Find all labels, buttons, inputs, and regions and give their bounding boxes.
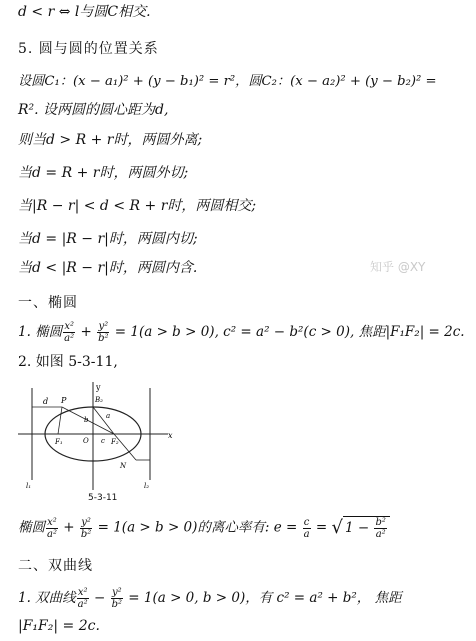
section-hyperbola-heading: 二、双曲线	[18, 558, 93, 574]
fig-label-a: a	[106, 412, 111, 420]
fig-label-B2: B₂	[95, 396, 103, 404]
fig-label-x: x	[168, 431, 173, 440]
fig-label-y: y	[96, 383, 101, 392]
line-eccentricity: 椭圆 $\frac{\text{x²}}{\text{a²}}$ + $\frac{\text{y²}}{\text{b²}}$ = 1(a > b > 0)的离心率有: e = $\frac{c}{a}$ = √ 1 − $\frac{\text{b²}}{\text{a²}}$	[18, 516, 390, 540]
fig-label-c: c	[101, 437, 105, 445]
fig-label-F2: F₂	[111, 438, 119, 446]
line-external-separate: 则当d > R + r时，两圆外离;	[18, 132, 203, 148]
line-hyperbola-focal-distance: |F₁F₂| = 2c.	[18, 618, 100, 634]
fig-label-N: N	[120, 462, 127, 470]
zhihu-watermark: 知乎 @XY	[370, 260, 426, 274]
line-circle-definitions: 设圆C₁：(x − a₁)² + (y − b₁)² = r²，圆C₂：(x − a₂)² + (y − b₂)² =	[18, 74, 437, 89]
fig-label-l1: l₁	[26, 482, 32, 490]
line-figure-reference: 2. 如图 5-3-11,	[18, 354, 118, 370]
line-ellipse-definition: 1. 椭圆 $\frac{\text{x²}}{\text{a²}}$ + $\frac{\text{y²}}{\text{b²}}$ = 1(a > b > 0), c² = a² − b²(c > 0), 焦距|F₁F₂| = 2c.	[18, 321, 465, 344]
fig-label-l2: l₂	[144, 482, 150, 490]
ellipse-figure	[18, 382, 178, 494]
fig-label-b: b	[84, 416, 89, 424]
fig-label-P: P	[61, 396, 67, 405]
line-internal-tangent: 当d = |R − r|时，两圆内切;	[18, 231, 198, 247]
line-hyperbola-definition: 1. 双曲线 $\frac{\text{x²}}{\text{a²}}$ − $\frac{\text{y²}}{\text{b²}}$ = 1(a > 0, b > 0)，有 c² = a² + b²， 焦距	[18, 587, 402, 610]
line-intersecting: 当|R − r| < d < R + r时，两圆相交;	[18, 198, 257, 214]
fig-label-O: O	[83, 437, 89, 445]
fig-label-d: d	[43, 397, 49, 406]
section-circle-circle-heading: 5. 圆与圆的位置关系	[18, 41, 159, 57]
section-ellipse-heading: 一、椭圆	[18, 295, 78, 311]
fig-label-F1: F₁	[55, 438, 63, 446]
line-center-distance: R². 设两圆的圆心距为d,	[18, 102, 169, 118]
line-external-tangent: 当d = R + r时，两圆外切;	[18, 165, 189, 181]
line-tangent-condition: d < r ⇔ l与圆C相交.	[18, 4, 151, 20]
figure-caption: 5-3-11	[88, 493, 118, 503]
line-contained: 当d < |R − r|时，两圆内含.	[18, 260, 198, 276]
